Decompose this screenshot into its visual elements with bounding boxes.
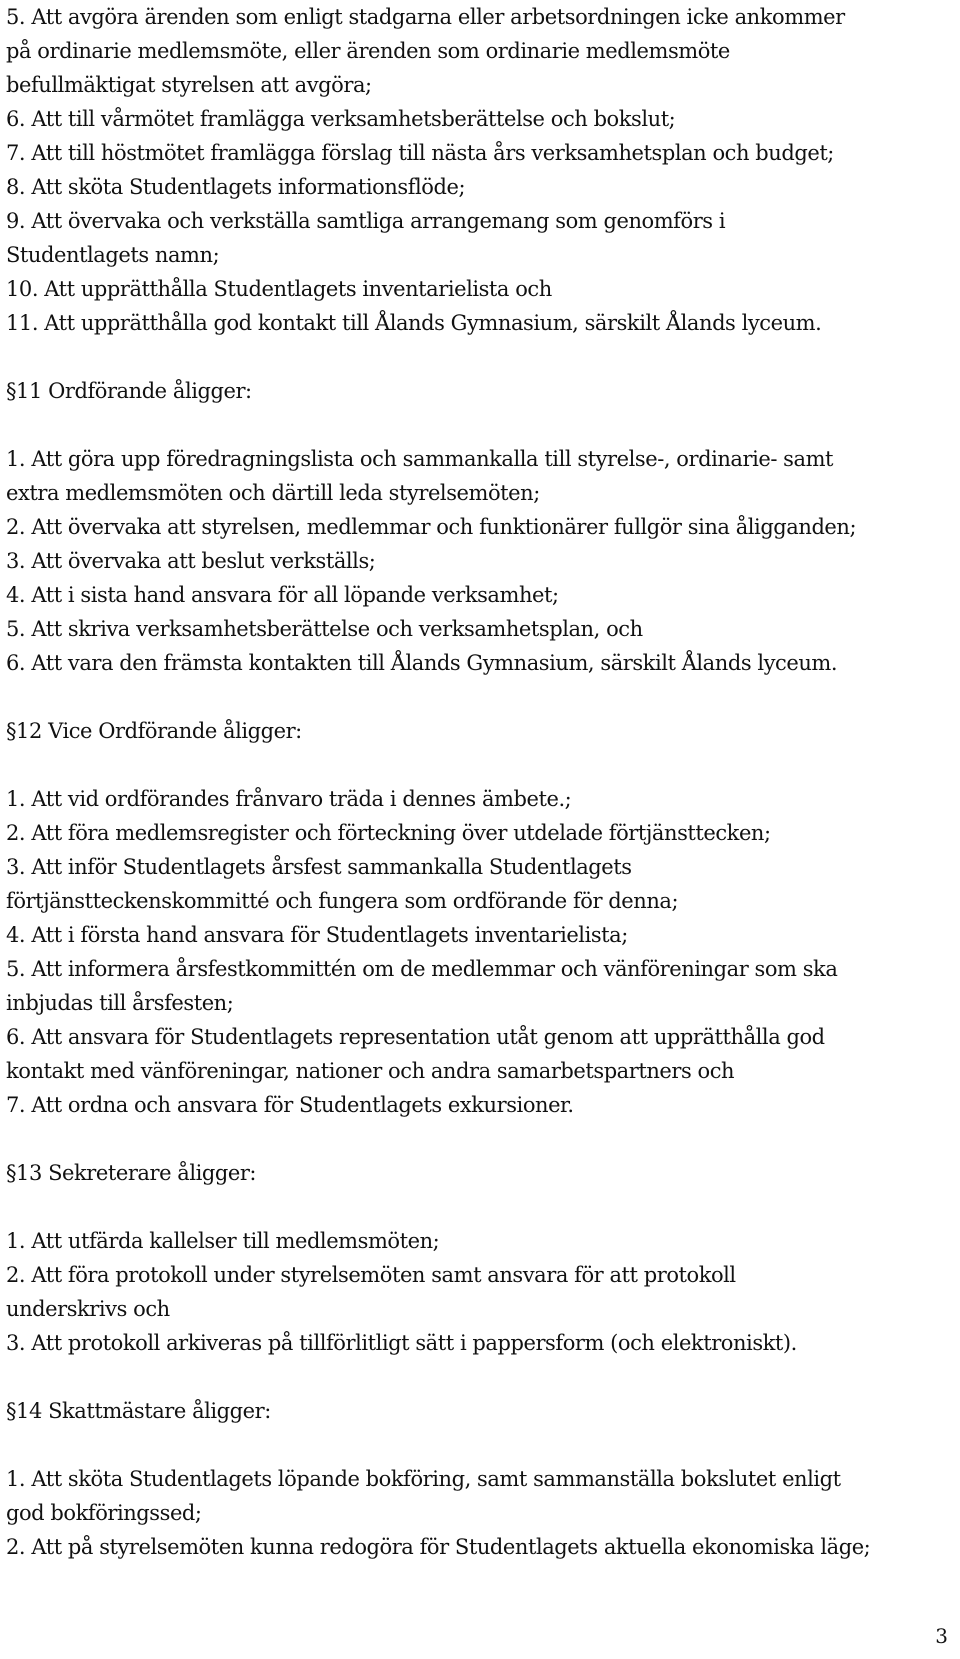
paragraph-line: 2. Att föra medlemsregister och förteckning över utdelade förtjänsttecken; <box>6 821 771 845</box>
paragraph-line: 10. Att upprätthålla Studentlagets inventarielista och <box>6 277 552 301</box>
paragraph-line: 5. Att skriva verksamhetsberättelse och verksamhetsplan, och <box>6 617 643 641</box>
paragraph-line: 6. Att vara den främsta kontakten till Ålands Gymnasium, särskilt Ålands lyceum. <box>6 651 838 675</box>
paragraph-line: underskrivs och <box>6 1297 170 1321</box>
paragraph-line: 5. Att avgöra ärenden som enligt stadgarna eller arbetsordningen icke ankommer <box>6 5 845 29</box>
paragraph-line: 1. Att göra upp föredragningslista och sammankalla till styrelse-, ordinarie- samt <box>6 447 834 471</box>
paragraph-line: 6. Att till vårmötet framlägga verksamhetsberättelse och bokslut; <box>6 107 676 131</box>
page-number: 3 <box>935 1624 948 1648</box>
paragraph-line: kontakt med vänföreningar, nationer och andra samarbetspartners och <box>6 1059 735 1083</box>
paragraph-line: 9. Att övervaka och verkställa samtliga arrangemang som genomförs i <box>6 209 726 233</box>
paragraph-line: förtjänstteckenskommitté och fungera som ordförande för denna; <box>6 889 679 913</box>
paragraph-line: Studentlagets namn; <box>6 243 220 267</box>
paragraph-line: 1. Att vid ordförandes frånvaro träda i dennes ämbete.; <box>6 787 572 811</box>
paragraph-line: 2. Att på styrelsemöten kunna redogöra för Studentlagets aktuella ekonomiska läge; <box>6 1535 871 1559</box>
document-page <box>6 0 951 1564</box>
paragraph-line: 2. Att föra protokoll under styrelsemöten samt ansvara för att protokoll <box>6 1263 736 1287</box>
paragraph-line: 3. Att inför Studentlagets årsfest sammankalla Studentlagets <box>6 855 632 879</box>
paragraph-line: 1. Att sköta Studentlagets löpande bokföring, samt sammanställa bokslutet enligt <box>6 1467 841 1491</box>
paragraph-line: 1. Att utfärda kallelser till medlemsmöten; <box>6 1229 440 1253</box>
section-heading: §14 Skattmästare åligger: <box>6 1399 271 1423</box>
paragraph-line: 4. Att i första hand ansvara för Studentlagets inventarielista; <box>6 923 628 947</box>
section-13-sekreterare <box>6 1156 951 1360</box>
paragraph-line: 11. Att upprätthålla god kontakt till Ålands Gymnasium, särskilt Ålands lyceum. <box>6 311 822 335</box>
paragraph-line: 3. Att övervaka att beslut verkställs; <box>6 549 376 573</box>
section-heading: §11 Ordförande åligger: <box>6 379 252 403</box>
paragraph-line: 7. Att till höstmötet framlägga förslag till nästa års verksamhetsplan och budget; <box>6 141 834 165</box>
paragraph-line: 6. Att ansvara för Studentlagets representation utåt genom att upprätthålla god <box>6 1025 825 1049</box>
section-14-skattmastare <box>6 1394 951 1564</box>
paragraph-line: 7. Att ordna och ansvara för Studentlagets exkursioner. <box>6 1093 574 1117</box>
section-heading: §12 Vice Ordförande åligger: <box>6 719 302 743</box>
paragraph-line: 5. Att informera årsfestkommittén om de medlemmar och vänföreningar som ska <box>6 957 838 981</box>
paragraph-line: 4. Att i sista hand ansvara för all löpande verksamhet; <box>6 583 559 607</box>
paragraph-line: 2. Att övervaka att styrelsen, medlemmar och funktionärer fullgör sina åligganden; <box>6 515 857 539</box>
paragraph-line: inbjudas till årsfesten; <box>6 991 234 1015</box>
section-11-ordforande <box>6 374 951 680</box>
paragraph-line: på ordinarie medlemsmöte, eller ärenden som ordinarie medlemsmöte <box>6 39 730 63</box>
section-heading: §13 Sekreterare åligger: <box>6 1161 257 1185</box>
paragraph-line: extra medlemsmöten och därtill leda styrelsemöten; <box>6 481 540 505</box>
section-12-vice-ordforande <box>6 714 951 1122</box>
section-continued-duties <box>6 0 951 340</box>
paragraph-line: god bokföringssed; <box>6 1501 202 1525</box>
paragraph-line: 3. Att protokoll arkiveras på tillförlitligt sätt i pappersform (och elektroniskt). <box>6 1331 797 1355</box>
paragraph-line: befullmäktigat styrelsen att avgöra; <box>6 73 372 97</box>
paragraph-line: 8. Att sköta Studentlagets informationsflöde; <box>6 175 466 199</box>
